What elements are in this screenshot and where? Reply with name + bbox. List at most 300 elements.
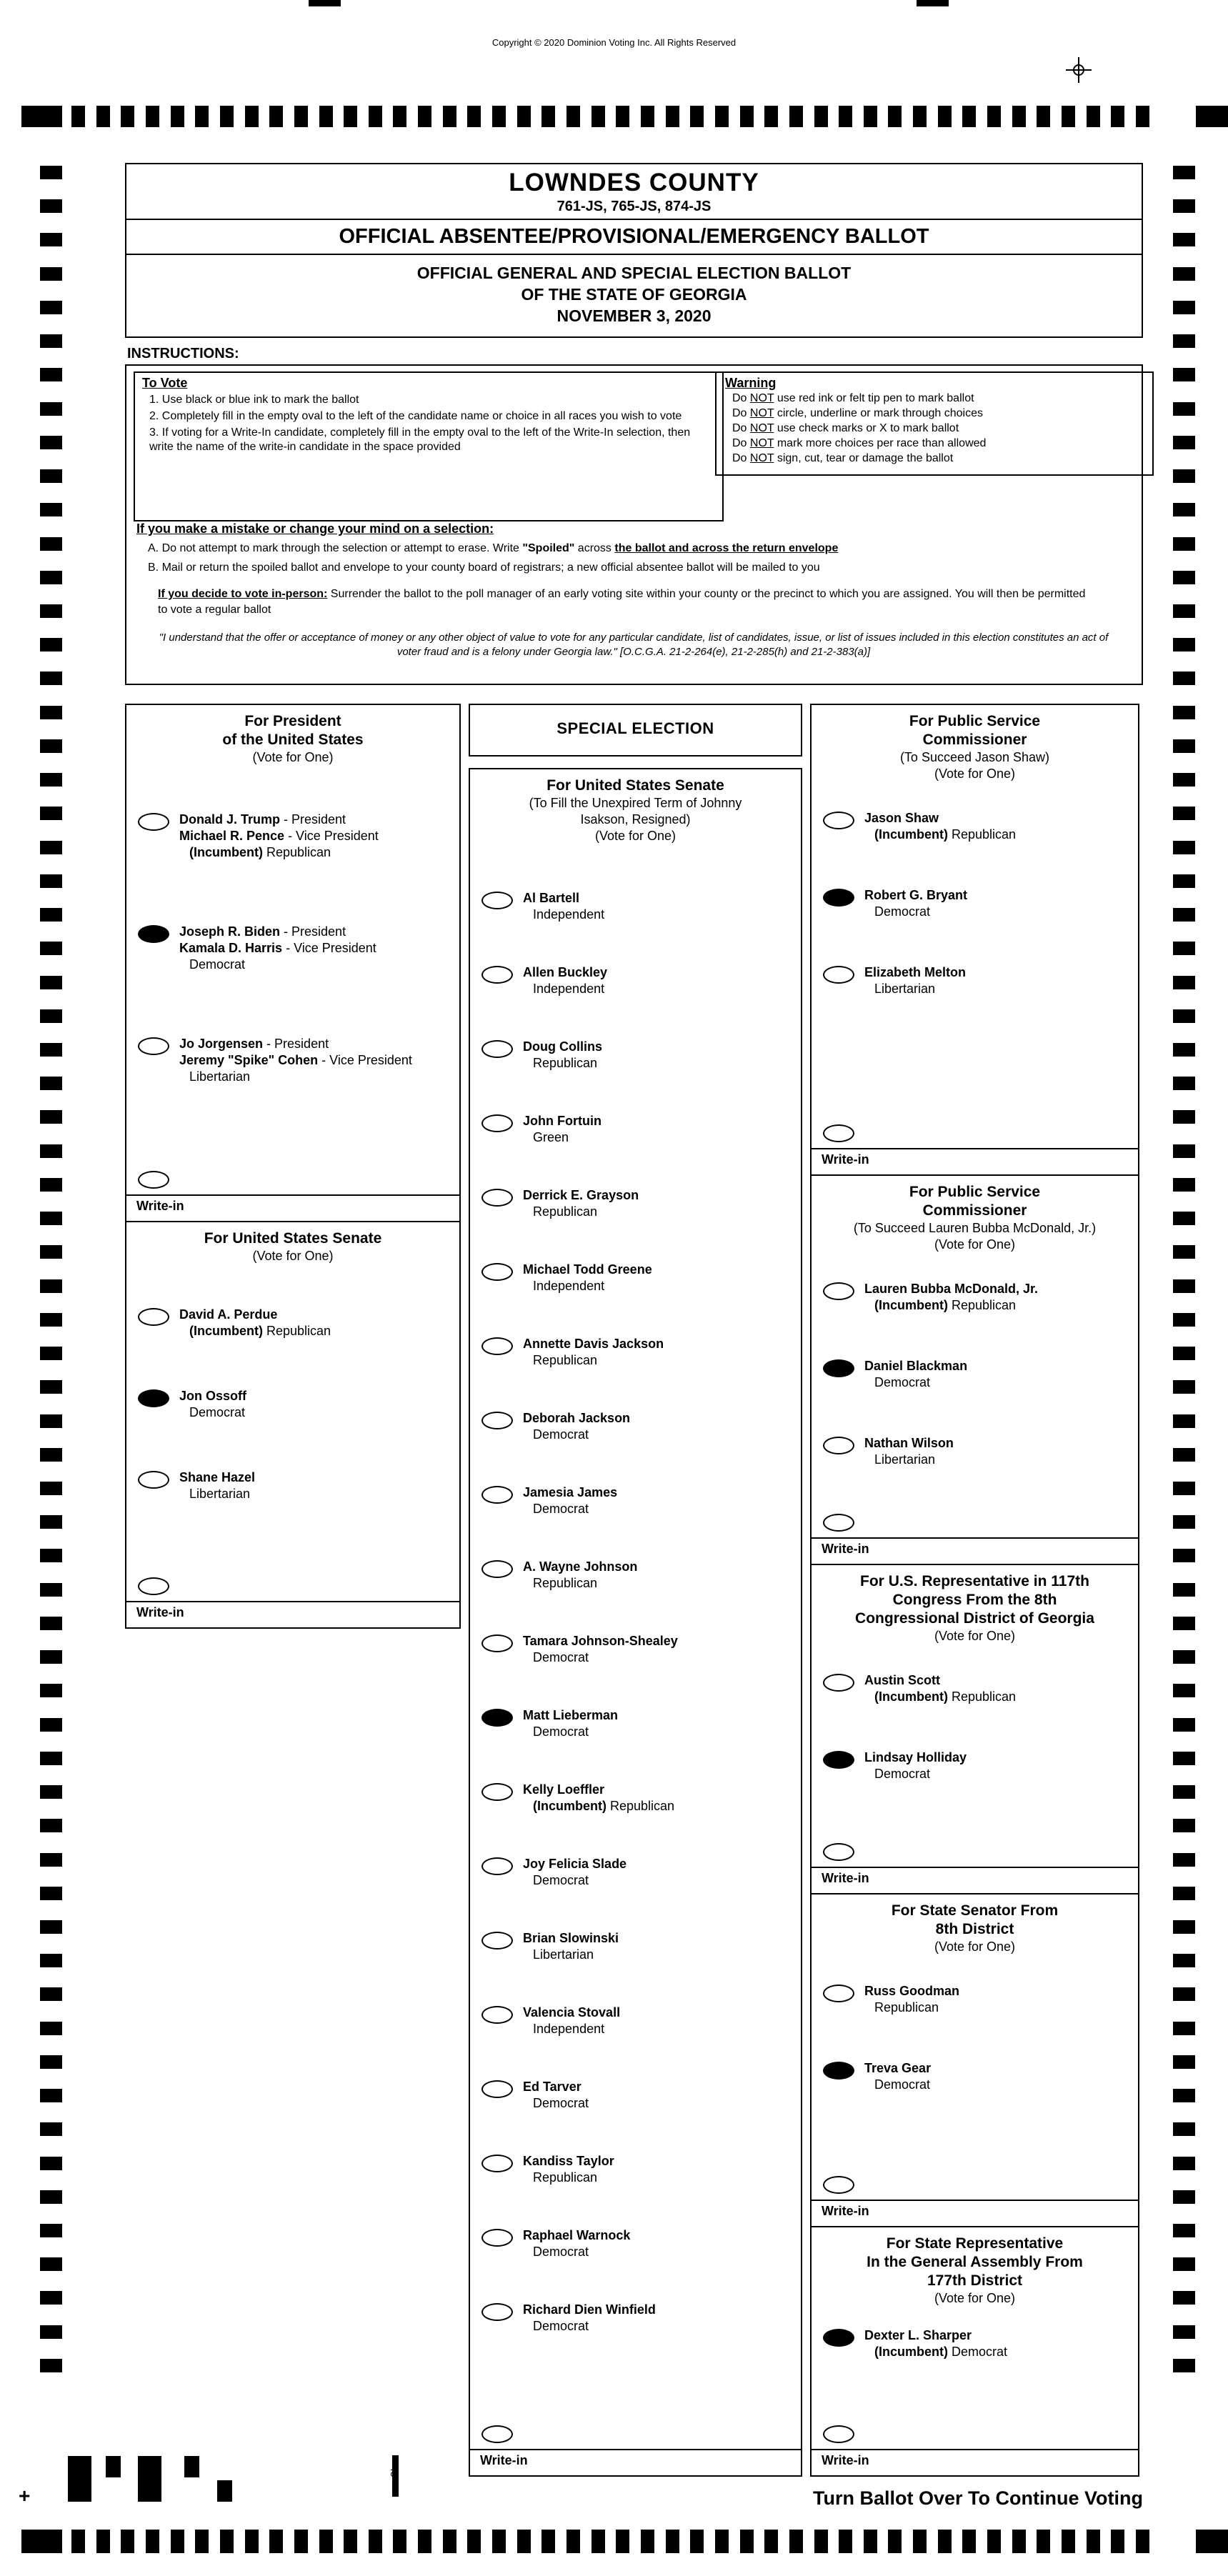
write-in-oval[interactable] bbox=[138, 1577, 169, 1595]
timing-mark bbox=[40, 267, 62, 281]
ballot-oval[interactable] bbox=[481, 1337, 513, 1355]
candidate-text bbox=[179, 924, 376, 973]
candidate-row bbox=[470, 1633, 801, 1666]
candidate-text bbox=[523, 1262, 652, 1294]
ballot-oval[interactable] bbox=[138, 1308, 169, 1326]
timing-mark bbox=[40, 976, 62, 989]
candidate-detail bbox=[523, 1352, 664, 1369]
timing-mark bbox=[171, 2530, 184, 2553]
timing-mark bbox=[40, 1549, 62, 1562]
ballot-oval[interactable] bbox=[481, 2006, 513, 2024]
text-segment: - President bbox=[263, 1037, 329, 1051]
timing-mark bbox=[1136, 106, 1149, 127]
timing-mark bbox=[1173, 571, 1195, 584]
candidate-detail bbox=[179, 1069, 412, 1085]
candidate-name bbox=[523, 1856, 627, 1872]
ballot-oval[interactable] bbox=[138, 1471, 169, 1489]
text-segment: Valencia Stovall bbox=[523, 2005, 621, 2020]
timing-mark bbox=[1173, 1617, 1195, 1630]
ballot-oval[interactable] bbox=[481, 966, 513, 984]
text-segment: Republican bbox=[948, 827, 1017, 842]
text-segment: Jon Ossoff bbox=[179, 1389, 247, 1403]
warning-item bbox=[725, 406, 1144, 421]
candidate-text bbox=[864, 1358, 967, 1391]
text-segment: Robert G. Bryant bbox=[864, 888, 968, 902]
timing-mark bbox=[40, 1650, 62, 1664]
timing-mark bbox=[1173, 1887, 1195, 1900]
sheet-number: 45 bbox=[389, 2466, 400, 2477]
timing-mark bbox=[40, 2022, 62, 2035]
candidate-name bbox=[179, 812, 379, 828]
vote-for-instruction: (Vote for One) bbox=[934, 1237, 1016, 1252]
ballot-oval[interactable] bbox=[481, 2080, 513, 2098]
ballot-oval[interactable] bbox=[823, 966, 854, 984]
timing-mark bbox=[1173, 1144, 1195, 1158]
timing-mark bbox=[40, 537, 62, 551]
contest-header bbox=[126, 1222, 459, 1267]
candidate-row bbox=[812, 964, 1138, 997]
timing-mark bbox=[789, 106, 803, 127]
timing-mark bbox=[492, 106, 506, 127]
ballot-oval[interactable] bbox=[481, 1783, 513, 1801]
contest-title-line: 177th District bbox=[927, 2272, 1023, 2289]
text-segment: Joy Felicia Slade bbox=[523, 1857, 627, 1871]
ballot-oval[interactable] bbox=[481, 2155, 513, 2172]
ballot-oval[interactable] bbox=[138, 813, 169, 831]
ballot-oval[interactable] bbox=[481, 1709, 513, 1727]
vote-for-instruction: (Vote for One) bbox=[934, 1629, 1016, 1644]
text-segment: NOT bbox=[749, 452, 774, 464]
candidate-row bbox=[470, 2079, 801, 2112]
ballot-oval[interactable] bbox=[823, 2329, 854, 2347]
text-segment: Republican bbox=[263, 845, 331, 859]
candidate-detail bbox=[179, 940, 376, 957]
candidate-name bbox=[864, 1983, 959, 2000]
timing-mark bbox=[1173, 233, 1195, 246]
candidate-text bbox=[179, 1307, 331, 1339]
candidate-detail bbox=[523, 2021, 620, 2037]
text-segment: Jamesia James bbox=[523, 1485, 618, 1499]
candidate-name bbox=[523, 1930, 619, 1947]
write-in-oval[interactable] bbox=[138, 1171, 169, 1189]
spacer bbox=[126, 1502, 459, 1577]
text-segment: (Incumbent) bbox=[874, 1298, 948, 1313]
candidate-row bbox=[812, 1281, 1138, 1314]
contest-header bbox=[812, 2227, 1138, 2310]
candidate-row bbox=[812, 810, 1138, 843]
candidate-detail bbox=[179, 844, 379, 861]
timing-mark bbox=[220, 106, 234, 127]
ballot-oval[interactable] bbox=[823, 2062, 854, 2080]
spacer bbox=[812, 2360, 1138, 2425]
ballot-oval[interactable] bbox=[481, 1263, 513, 1281]
timing-mark bbox=[40, 2055, 62, 2069]
timing-mark bbox=[1173, 2022, 1195, 2035]
candidate-detail bbox=[864, 1452, 954, 1468]
ballot-oval[interactable] bbox=[481, 1634, 513, 1652]
contest-subtitle-line: Isakson, Resigned) bbox=[580, 812, 691, 827]
timing-mark bbox=[40, 672, 62, 685]
timing-mark bbox=[40, 1617, 62, 1630]
text-segment: Democrat bbox=[533, 1873, 589, 1887]
text-segment: Matt Lieberman bbox=[523, 1708, 619, 1722]
text-segment: Michael R. Pence bbox=[179, 829, 285, 843]
text-segment: Independent bbox=[533, 982, 605, 996]
contest-header bbox=[812, 1565, 1138, 1647]
candidate-text bbox=[523, 1559, 637, 1592]
text-segment: Republican bbox=[533, 1353, 598, 1367]
text-segment: (Incumbent) bbox=[189, 845, 263, 859]
timing-mark bbox=[40, 874, 62, 888]
ballot-oval[interactable] bbox=[823, 1437, 854, 1454]
text-segment: - Vice President bbox=[318, 1053, 412, 1067]
contest-title-line: of the United States bbox=[222, 732, 364, 748]
timing-mark bbox=[393, 2530, 406, 2553]
ballot-oval[interactable] bbox=[481, 1040, 513, 1058]
text-segment: Democrat bbox=[189, 1405, 246, 1419]
candidate-text bbox=[864, 1281, 1038, 1314]
write-in-oval[interactable] bbox=[481, 2425, 513, 2443]
candidate-detail bbox=[864, 1374, 967, 1391]
text-segment: Democrat bbox=[533, 1502, 589, 1516]
ballot-oval[interactable] bbox=[823, 1985, 854, 2002]
timing-mark bbox=[1173, 1684, 1195, 1697]
contest-header bbox=[812, 1894, 1138, 1958]
timing-mark bbox=[467, 106, 481, 127]
text-segment: Do bbox=[732, 422, 750, 434]
timing-mark bbox=[40, 1043, 62, 1057]
timing-mark bbox=[369, 106, 382, 127]
text-segment: Independent bbox=[533, 907, 605, 922]
timing-mark bbox=[40, 2224, 62, 2237]
candidate-detail bbox=[179, 1404, 246, 1421]
contest-for-state-representative-in-the-general-assembly-from-177th-district bbox=[810, 2226, 1139, 2477]
candidate-detail bbox=[864, 1766, 967, 1782]
write-in-section bbox=[812, 1514, 1138, 1564]
candidate-name bbox=[864, 887, 967, 904]
write-in-section bbox=[812, 1843, 1138, 1893]
ballot-oval[interactable] bbox=[481, 2303, 513, 2321]
timing-mark bbox=[1087, 106, 1100, 127]
candidate-name bbox=[864, 964, 966, 981]
timing-mark bbox=[40, 604, 62, 618]
text-segment: Elizabeth Melton bbox=[864, 965, 967, 979]
ballot-oval[interactable] bbox=[481, 1189, 513, 1207]
timing-mark bbox=[715, 106, 729, 127]
candidate-text bbox=[523, 1410, 630, 1443]
warning-item bbox=[725, 451, 1144, 466]
candidate-text bbox=[523, 1707, 618, 1740]
timing-mark bbox=[40, 233, 62, 246]
candidate-name bbox=[864, 1749, 967, 1766]
timing-mark bbox=[269, 2530, 283, 2553]
candidate-detail bbox=[523, 1055, 602, 1072]
text-segment: Do bbox=[732, 452, 750, 464]
warning-box bbox=[715, 371, 1154, 476]
candidate-row bbox=[470, 2302, 801, 2335]
write-in-oval[interactable] bbox=[823, 1124, 854, 1142]
vote-for-instruction: (Vote for One) bbox=[594, 829, 677, 843]
timing-mark bbox=[40, 1819, 62, 1832]
candidate-row bbox=[470, 1039, 801, 1072]
ballot-oval[interactable] bbox=[481, 892, 513, 909]
contest-title-line: For President bbox=[244, 713, 341, 729]
write-in-label: Write-in bbox=[822, 2453, 869, 2467]
ballot-oval[interactable] bbox=[823, 1282, 854, 1300]
ballot-oval[interactable] bbox=[823, 1674, 854, 1692]
candidate-name bbox=[864, 1281, 1038, 1297]
candidate-text bbox=[523, 1113, 601, 1146]
contest-title-line: For Public Service bbox=[909, 1184, 1041, 1201]
candidate-row bbox=[126, 1036, 459, 1085]
timing-mark bbox=[814, 2530, 828, 2553]
timing-mark bbox=[1173, 1077, 1195, 1090]
to-vote-item: 2. Completely fill in the empty oval to the left of the candidate name or choice in all races you wish to vote bbox=[149, 410, 682, 422]
candidate-text bbox=[864, 2327, 1007, 2360]
timing-mark bbox=[40, 503, 62, 516]
text-segment: Republican bbox=[948, 1689, 1017, 1704]
candidate-detail bbox=[523, 907, 604, 923]
timing-mark bbox=[40, 1583, 62, 1597]
candidate-name bbox=[523, 2227, 630, 2244]
timing-mark bbox=[913, 2530, 927, 2553]
candidate-text bbox=[864, 964, 966, 997]
write-in-oval[interactable] bbox=[823, 1514, 854, 1532]
timing-mark bbox=[146, 2530, 159, 2553]
text-segment: - Vice President bbox=[284, 829, 379, 843]
text-segment: Republican bbox=[533, 1056, 598, 1070]
timing-mark bbox=[40, 1853, 62, 1867]
timing-mark bbox=[245, 106, 259, 127]
ballot-oval[interactable] bbox=[481, 1560, 513, 1578]
candidate-text bbox=[864, 1435, 954, 1468]
candidate-detail bbox=[523, 1947, 619, 1963]
text-segment: Jeremy "Spike" Cohen bbox=[179, 1053, 319, 1067]
contest-title-line: For U.S. Representative in 117th bbox=[860, 1573, 1089, 1590]
candidate-row bbox=[470, 2227, 801, 2260]
timing-mark bbox=[40, 1245, 62, 1259]
timing-mark bbox=[1173, 334, 1195, 348]
text-segment: - President bbox=[280, 812, 346, 827]
timing-mark bbox=[1173, 2291, 1195, 2305]
registration-crosshair-icon bbox=[1066, 57, 1092, 83]
timing-mark bbox=[1173, 1954, 1195, 1967]
candidate-detail bbox=[523, 1649, 678, 1666]
contest-title-line: In the General Assembly From bbox=[867, 2253, 1083, 2270]
to-vote-box bbox=[134, 371, 724, 521]
text-segment: If you decide to vote in-person: bbox=[158, 588, 328, 600]
text-segment: Republican bbox=[948, 1298, 1017, 1313]
contest-for-united-states-senate bbox=[125, 1221, 461, 1629]
timing-mark bbox=[40, 469, 62, 483]
ballot-oval[interactable] bbox=[481, 1412, 513, 1429]
ballot-oval[interactable] bbox=[481, 1114, 513, 1132]
timing-mark bbox=[1173, 1920, 1195, 1934]
timing-mark bbox=[40, 1279, 62, 1293]
ballot-oval[interactable] bbox=[138, 925, 169, 943]
timing-mark bbox=[1173, 1718, 1195, 1732]
candidate-detail bbox=[523, 1575, 637, 1592]
timing-mark bbox=[40, 1785, 62, 1799]
candidate-detail bbox=[179, 1323, 331, 1339]
ballot-oval[interactable] bbox=[481, 1857, 513, 1875]
timing-mark bbox=[40, 1482, 62, 1495]
timing-mark bbox=[987, 2530, 1001, 2553]
candidate-row bbox=[470, 1930, 801, 1963]
timing-mark bbox=[40, 2122, 62, 2136]
timing-mark bbox=[195, 106, 209, 127]
text-segment: circle, underline or mark through choices bbox=[774, 407, 983, 419]
timing-mark bbox=[319, 106, 333, 127]
text-segment: sign, cut, tear or damage the ballot bbox=[774, 452, 954, 464]
text-segment: Democrat bbox=[874, 1767, 931, 1782]
county-name: LOWNDES COUNTY bbox=[509, 169, 759, 196]
ballot-oval[interactable] bbox=[823, 812, 854, 829]
timing-mark bbox=[1173, 976, 1195, 989]
write-in-oval[interactable] bbox=[823, 1843, 854, 1861]
ballot-oval[interactable] bbox=[823, 1359, 854, 1377]
candidate-text bbox=[864, 887, 967, 920]
text-segment: (Incumbent) bbox=[533, 1799, 606, 1813]
ballot-oval[interactable] bbox=[823, 1751, 854, 1769]
timing-mark bbox=[1173, 1313, 1195, 1327]
text-segment: Republican bbox=[533, 2170, 598, 2185]
ballot-code-mark bbox=[106, 2456, 121, 2477]
spacer bbox=[470, 2335, 801, 2425]
text-segment: Do bbox=[732, 407, 750, 419]
write-in-oval[interactable] bbox=[823, 2176, 854, 2194]
timing-mark bbox=[1173, 1347, 1195, 1360]
candidate-detail bbox=[523, 1129, 601, 1146]
timing-mark bbox=[814, 106, 828, 127]
ballot-column-1 bbox=[125, 704, 461, 2477]
text-segment: Republican bbox=[874, 2000, 939, 2015]
text-segment: (Incumbent) bbox=[189, 1324, 263, 1338]
timing-mark bbox=[864, 2530, 877, 2553]
candidate-name bbox=[523, 964, 607, 981]
timing-mark bbox=[517, 106, 531, 127]
contest-title-line: For United States Senate bbox=[546, 777, 724, 794]
candidate-detail bbox=[523, 1278, 652, 1294]
write-in-label: Write-in bbox=[480, 2453, 528, 2467]
timing-mark bbox=[1173, 537, 1195, 551]
timing-mark bbox=[541, 2530, 555, 2553]
contest-for-public-service-commissioner bbox=[810, 704, 1139, 1176]
candidate-row bbox=[812, 1672, 1138, 1705]
candidate-text bbox=[523, 964, 607, 997]
warning-item bbox=[725, 391, 1144, 406]
ballot-oval[interactable] bbox=[481, 1486, 513, 1504]
timing-mark bbox=[616, 2530, 629, 2553]
text-segment: Doug Collins bbox=[523, 1039, 602, 1054]
contest-title-line: For State Senator From bbox=[891, 1902, 1059, 1919]
candidate-name bbox=[864, 810, 1016, 827]
text-segment: Democrat bbox=[533, 2245, 589, 2259]
timing-mark bbox=[591, 2530, 605, 2553]
candidate-row bbox=[470, 1113, 801, 1146]
timing-mark bbox=[21, 2530, 62, 2553]
candidate-text bbox=[523, 2153, 614, 2186]
write-in-label: Write-in bbox=[822, 1152, 869, 1167]
candidate-row bbox=[470, 890, 801, 923]
vote-for-instruction: (Vote for One) bbox=[934, 767, 1016, 781]
text-segment: mark more choices per race than allowed bbox=[774, 437, 987, 449]
write-in-section bbox=[126, 1171, 459, 1221]
candidate-text bbox=[523, 1856, 627, 1889]
spacer bbox=[812, 997, 1138, 1124]
candidate-name bbox=[523, 2302, 656, 2318]
text-segment: Green bbox=[533, 1130, 569, 1144]
ballot-oval[interactable] bbox=[138, 1037, 169, 1055]
timing-mark bbox=[1173, 199, 1195, 213]
mistake-section bbox=[136, 521, 1131, 659]
timing-mark bbox=[666, 106, 679, 127]
candidate-name bbox=[523, 1484, 617, 1501]
contest-title-line: 8th District bbox=[935, 1920, 1014, 1937]
candidate-detail bbox=[864, 2000, 959, 2016]
contest-header bbox=[812, 705, 1138, 785]
timing-mark bbox=[418, 2530, 431, 2553]
text-segment: (Incumbent) bbox=[874, 827, 948, 842]
candidate-text bbox=[179, 812, 379, 861]
candidate-text bbox=[864, 1749, 967, 1782]
timing-mark bbox=[40, 908, 62, 922]
write-in-oval[interactable] bbox=[823, 2425, 854, 2443]
in-person-note bbox=[158, 586, 1087, 618]
timing-mark bbox=[913, 106, 927, 127]
text-segment: Democrat bbox=[533, 1427, 589, 1442]
candidate-name bbox=[523, 1707, 618, 1724]
timing-mark bbox=[1173, 166, 1195, 179]
ballot-oval[interactable] bbox=[138, 1389, 169, 1407]
candidate-row bbox=[812, 1358, 1138, 1391]
timing-mark bbox=[121, 2530, 134, 2553]
timing-mark bbox=[789, 2530, 803, 2553]
text-segment: Derrick E. Grayson bbox=[523, 1188, 639, 1202]
timing-mark bbox=[864, 106, 877, 127]
timing-mark bbox=[71, 106, 85, 127]
timing-mark bbox=[1173, 1110, 1195, 1124]
timing-mark bbox=[1173, 301, 1195, 314]
timing-mark bbox=[40, 402, 62, 416]
timing-mark bbox=[1173, 1819, 1195, 1832]
timing-mark bbox=[1012, 2530, 1026, 2553]
ballot-oval[interactable] bbox=[481, 2229, 513, 2247]
candidate-row bbox=[126, 924, 459, 973]
candidate-row bbox=[126, 1469, 459, 1502]
text-segment: Libertarian bbox=[874, 982, 936, 996]
text-segment: Democrat bbox=[533, 1650, 589, 1664]
timing-mark bbox=[1173, 2190, 1195, 2204]
ballot-header bbox=[125, 163, 1143, 338]
text-segment: Kelly Loeffler bbox=[523, 1782, 605, 1797]
contest-header bbox=[126, 705, 459, 769]
candidate-text bbox=[179, 1388, 246, 1421]
text-segment: NOT bbox=[749, 437, 774, 449]
timing-mark bbox=[1173, 604, 1195, 618]
vote-for-instruction: (Vote for One) bbox=[252, 1249, 334, 1263]
ballot-oval[interactable] bbox=[823, 889, 854, 907]
ballot-oval[interactable] bbox=[481, 1932, 513, 1950]
election-title-line1: OFFICIAL GENERAL AND SPECIAL ELECTION BALLOT bbox=[416, 264, 852, 282]
timing-mark bbox=[96, 2530, 110, 2553]
timing-mark bbox=[40, 638, 62, 652]
timing-mark bbox=[1173, 1515, 1195, 1529]
timing-mark bbox=[839, 2530, 852, 2553]
text-segment: Libertarian bbox=[189, 1487, 251, 1501]
candidate-detail bbox=[864, 981, 966, 997]
special-election-header: SPECIAL ELECTION bbox=[469, 704, 802, 757]
